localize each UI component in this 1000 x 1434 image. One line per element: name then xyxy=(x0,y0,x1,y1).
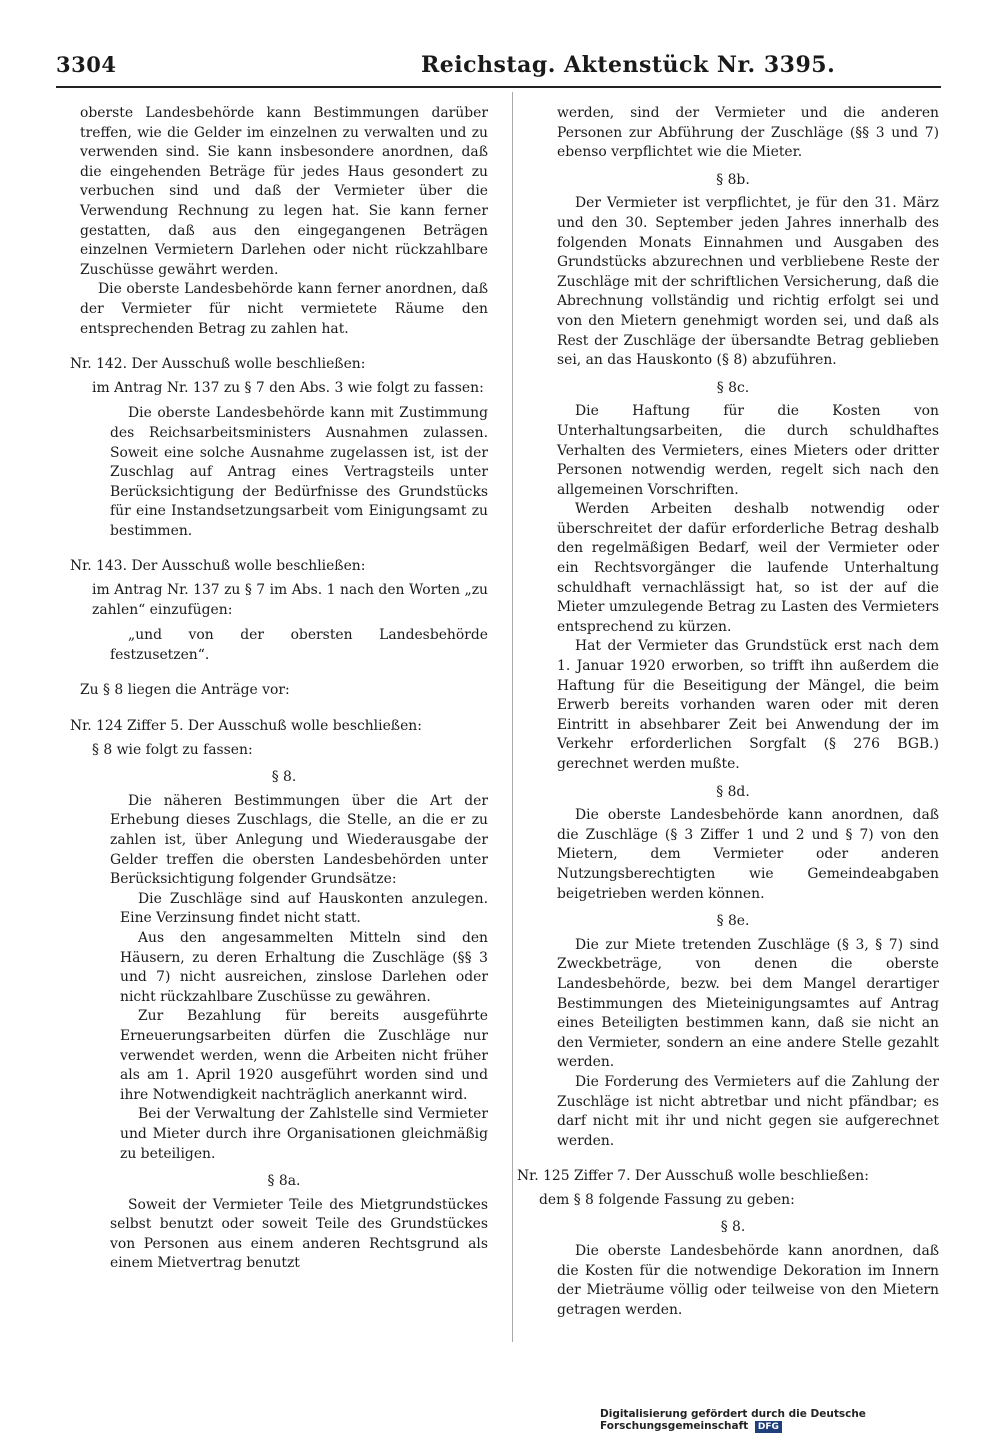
motion-heading: Nr. 124 Ziffer 5. Der Ausschuß wolle beschließen: xyxy=(70,718,422,735)
motion-heading: Nr. 143. Der Ausschuß wolle beschließen: xyxy=(70,558,366,575)
paragraph: Die Forderung des Vermieters auf die Zahlung der Zuschläge ist nicht abtretbar und nicht pfändbar; es darf nicht mit ihr und nicht gegen sie aufgerechnet werden. xyxy=(557,1073,939,1149)
left-column xyxy=(70,104,488,1274)
dfg-logo: DFG xyxy=(755,1421,782,1433)
paragraph: Aus den angesammelten Mitteln sind den Häusern, zu deren Erhaltung die Zuschläge (§§ 3 und 7) nicht ausreichen, zinslose Darlehen oder nicht rückzahlbare Zuschüsse zu gewähren. xyxy=(120,929,488,1005)
section-intro: Zu § 8 liegen die Anträge vor: xyxy=(80,682,290,699)
page-number: 3304 xyxy=(56,52,117,77)
motion-text: „und von der obersten Landesbehörde festzusetzen“. xyxy=(110,627,488,663)
column-divider xyxy=(512,92,513,1342)
section-heading: § 8b. xyxy=(716,171,750,188)
paragraph: Die Haftung für die Kosten von Unterhaltungsarbeiten, die durch schuldhaftes Verhalten des Vermieters, eines Mieters oder dritter Personen notwendig werden, regelt sich nach den allgemeinen Vorschriften. xyxy=(557,403,939,498)
footer xyxy=(600,1408,1000,1433)
motion-instruction: im Antrag Nr. 137 zu § 7 im Abs. 1 nach den Worten „zu zahlen“ einzufügen: xyxy=(92,582,488,618)
section-heading: § 8c. xyxy=(716,379,750,396)
motion-instruction: im Antrag Nr. 137 zu § 7 den Abs. 3 wie folgt zu fassen: xyxy=(92,379,484,396)
paragraph: werden, sind der Vermieter und die anderen Personen zur Abführung der Zuschläge (§§ 3 und 7) ebenso verpflichtet wie die Mieter. xyxy=(557,105,939,161)
paragraph: Zur Bezahlung für bereits ausgeführte Erneuerungsarbeiten dürfen die Zuschläge nur verwendet werden, wenn die Arbeiten nicht früher als am 1. April 1920 ausgeführt worden sind und ihre Notwendigkeit nachträglich anerkannt wird. xyxy=(120,1008,488,1103)
paragraph: Die oberste Landesbehörde kann anordnen, daß die Zuschläge (§ 3 Ziffer 1 und 2 und § 7) von den Mietern, dem Vermieter oder anderen Nutzungsberechtigten wie Gemeindeabgaben beigetrieben werden können. xyxy=(557,807,939,902)
section-heading: § 8. xyxy=(720,1219,746,1236)
section-heading: § 8a. xyxy=(267,1173,301,1190)
paragraph: Der Vermieter ist verpflichtet, je für den 31. März und den 30. September jeden Jahres innerhalb des folgenden Monats Einnahmen und Ausgaben des Grundstücks abzurechnen und verbliebene Reste der Zuschläge mit der schriftlichen Versicherung, daß die Abrechnung vollständig und richtig erfolgt sei und von den Mietern genehmigt worden sei, und daß als Rest der Zuschläge der übersandte Betrag geblieben sei, an das Hauskonto (§ 8) abzuführen. xyxy=(557,195,939,369)
paragraph: Werden Arbeiten deshalb notwendig oder überschreitet der dafür erforderliche Betrag deshalb den regelmäßigen Bedarf, weil der Vermieter oder ein Rechtsvorgänger die laufende Unterhaltung schuldhaft vernachlässigt hat, so ist der auf die Mieter umzulegende Betrag zu Lasten des Vermieters entsprechend zu kürzen. xyxy=(557,501,939,635)
paragraph: Die zur Miete tretenden Zuschläge (§ 3, § 7) sind Zweckbeträge, von denen die oberste Landesbehörde, bezw. bei dem Mangel derartiger Bestimmungen des Mieteinigungsamtes auf Antrag eines Beteiligten bestimmen kann, daß sie nicht an den Vermieter, sondern an eine andere Stelle gezahlt werden. xyxy=(557,936,939,1071)
paragraph: oberste Landesbehörde kann Bestimmungen darüber treffen, wie die Gelder im einzelnen zu verwalten und zu verwenden sind. Sie kann insbesondere anordnen, daß die eingehenden Beträge für jedes Haus gesondert zu verbuchen sind und daß der Vermieter über die Verwendung Rechnung zu legen hat. Sie kann ferner gestatten, daß aus den eingegangenen Beträgen einzelnen Vermietern Darlehen oder nicht rückzahlbare Zuschüsse gewährt werden. xyxy=(80,105,488,278)
paragraph: Bei der Verwaltung der Zahlstelle sind Vermieter und Mieter durch ihre Organisationen gleichmäßig zu beteiligen. xyxy=(120,1106,488,1162)
paragraph: Hat der Vermieter das Grundstück erst nach dem 1. Januar 1920 erworben, so trifft ihn außerdem die Haftung für die Beseitigung der Mängel, die beim Erwerb bereits vorhanden waren oder mit deren Eintritt in absehbarer Zeit bei Anwendung der im Verkehr erforderlichen Sorgfalt (§ 276 BGB.) gerechnet werden mußte. xyxy=(557,638,939,772)
motion-heading: Nr. 125 Ziffer 7. Der Ausschuß wolle beschließen: xyxy=(517,1168,869,1185)
header-rule xyxy=(56,86,941,88)
motion-instruction: § 8 wie folgt zu fassen: xyxy=(92,741,253,758)
paragraph: Die näheren Bestimmungen über die Art der Erhebung dieses Zuschlags, die Stelle, an die er zu zahlen ist, über Anlegung und Wiederausgabe der Gelder treffen die obersten Landesbehörden unter Berücksichtigung folgender Grundsätze: xyxy=(110,792,488,888)
section-heading: § 8d. xyxy=(716,783,750,800)
page-title: Reichstag. Aktenstück Nr. 3395. xyxy=(421,52,836,78)
motion-text: Die oberste Landesbehörde kann mit Zustimmung des Reichsarbeitsministers Ausnahmen zulassen. Soweit eine solche Ausnahme zugelassen ist, ist der Zuschlag auf Antrag eines Vertragsteils unter Berücksichtigung der Bedürfnisse des Grundstücks für eine Instandsetzungsarbeit vom Einigungsamt zu bestimmen. xyxy=(110,405,488,539)
section-heading: § 8. xyxy=(271,769,297,786)
footer-text: Digitalisierung gefördert durch die Deutsche Forschungsgemeinschaft xyxy=(600,1408,866,1432)
paragraph: Die oberste Landesbehörde kann ferner anordnen, daß der Vermieter für nicht vermietete Räume den entsprechenden Betrag zu zahlen hat. xyxy=(80,281,488,337)
motion-heading: Nr. 142. Der Ausschuß wolle beschließen: xyxy=(70,356,366,373)
paragraph: Die oberste Landesbehörde kann anordnen, daß die Kosten für die notwendige Dekoration im Innern der Mieträume völlig oder teilweise von den Mietern getragen werden. xyxy=(557,1243,939,1318)
paragraph: Soweit der Vermieter Teile des Mietgrundstückes selbst benutzt oder soweit Teile des Grundstückes von Personen aus einem anderen Rechtsgrund als einem Mietvertrag benutzt xyxy=(110,1196,488,1272)
motion-instruction: dem § 8 folgende Fassung zu geben: xyxy=(539,1191,795,1208)
page-header xyxy=(56,52,941,84)
section-heading: § 8e. xyxy=(716,913,750,930)
paragraph: Die Zuschläge sind auf Hauskonten anzulegen. Eine Verzinsung findet nicht statt. xyxy=(120,890,488,927)
right-column xyxy=(517,104,939,1320)
